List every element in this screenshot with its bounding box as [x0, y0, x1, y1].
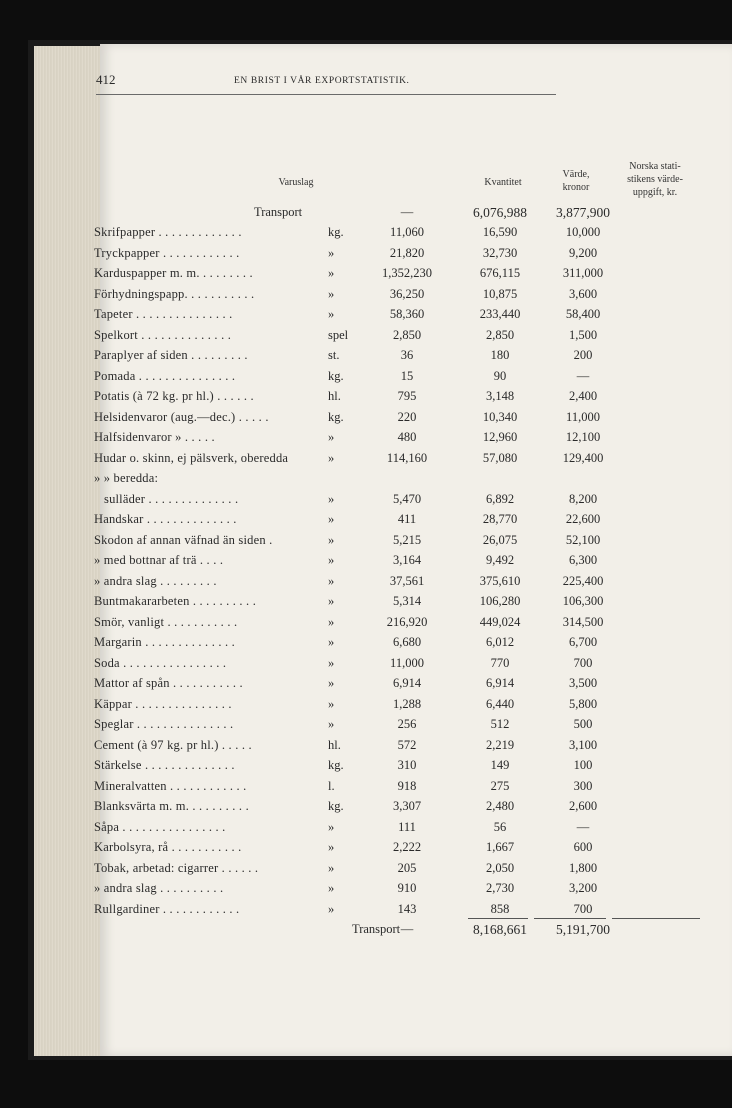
row-norway-value: 1,500 — [568, 327, 598, 342]
row-unit: » — [328, 819, 335, 834]
row-norway-value: 3,100 — [568, 737, 598, 752]
column-header-norway — [612, 160, 698, 199]
table-row — [94, 799, 614, 819]
table-row — [94, 512, 614, 532]
row-unit: » — [328, 573, 335, 588]
row-quantity: 480 — [397, 430, 417, 444]
row-quantity: 2,222 — [392, 840, 422, 854]
row-item: Potatis (à 72 kg. pr hl.) . . . . . . — [94, 389, 254, 403]
transport-norway-top: 3,877,900 — [556, 205, 610, 220]
row-unit: kg. — [328, 799, 344, 813]
row-item: Förhydningspapp. . . . . . . . . . . — [94, 286, 255, 301]
row-value: 26,075 — [482, 532, 518, 547]
row-value: 275 — [490, 778, 510, 793]
row-quantity: 21,820 — [389, 245, 425, 260]
row-norway-value: 200 — [573, 348, 593, 362]
transport-quantity-bottom: — — [400, 922, 414, 936]
row-quantity: 256 — [397, 717, 417, 731]
transport-value-bottom: 8,168,661 — [473, 922, 527, 937]
row-value: 28,770 — [482, 512, 518, 526]
row-item: Stärkelse . . . . . . . . . . . . . . — [94, 758, 235, 772]
row-unit: kg. — [328, 758, 344, 772]
row-unit: » — [328, 430, 335, 444]
row-unit: » — [328, 286, 335, 301]
table-row — [94, 287, 614, 307]
table-row — [94, 328, 614, 348]
row-item: Rullgardiner . . . . . . . . . . . . — [94, 901, 240, 916]
row-item: Helsidenvaror (aug.—dec.) . . . . . — [94, 409, 269, 424]
row-unit: » — [328, 614, 335, 629]
table-row — [94, 451, 614, 471]
table-row — [94, 492, 614, 512]
row-norway-value: 52,100 — [565, 532, 601, 547]
row-norway-value: 600 — [573, 840, 593, 854]
table-row — [94, 738, 614, 758]
table-row — [94, 717, 614, 737]
row-quantity: 572 — [397, 737, 417, 752]
table-row — [94, 410, 614, 430]
row-item: Spelkort . . . . . . . . . . . . . . — [94, 327, 232, 342]
row-value: 90 — [493, 368, 507, 383]
row-item: » andra slag . . . . . . . . . — [94, 573, 217, 588]
transport-quantity-top: — — [400, 205, 414, 219]
row-value: 6,892 — [485, 491, 515, 506]
column-header-quantity-label: Kvantitet — [484, 177, 522, 188]
row-norway-value: 8,200 — [568, 491, 598, 506]
row-quantity: 2,850 — [392, 327, 422, 342]
table-row — [94, 594, 614, 614]
table-row — [94, 266, 614, 286]
row-item: Tryckpapper . . . . . . . . . . . . — [94, 245, 240, 260]
row-quantity: 5,470 — [392, 491, 422, 506]
row-item: Såpa . . . . . . . . . . . . . . . . — [94, 819, 226, 834]
row-value: 858 — [490, 901, 510, 916]
row-unit: » — [328, 553, 335, 567]
row-quantity: 3,307 — [392, 799, 422, 813]
row-unit: » — [328, 860, 335, 875]
row-unit: » — [328, 881, 335, 895]
row-value: 10,340 — [482, 409, 518, 424]
row-value: 449,024 — [479, 614, 521, 629]
row-quantity: 5,215 — [392, 532, 422, 547]
row-value: 233,440 — [479, 307, 521, 321]
transport-label-bottom: Transport — [352, 922, 401, 936]
row-unit: » — [328, 532, 335, 547]
page-number: 412 — [96, 72, 116, 87]
row-item: » med bottnar af trä . . . . — [94, 553, 224, 567]
table-row — [94, 635, 614, 655]
table-row — [94, 861, 614, 881]
row-norway-value: 9,200 — [568, 245, 598, 260]
row-value: 16,590 — [482, 225, 518, 239]
row-unit: hl. — [328, 389, 341, 403]
page-header — [96, 70, 556, 95]
table-row — [94, 553, 614, 573]
table-row — [94, 348, 614, 368]
row-item: Speglar . . . . . . . . . . . . . . . — [94, 717, 234, 731]
row-norway-value: 2,600 — [568, 799, 598, 813]
row-quantity: 143 — [397, 901, 417, 916]
row-unit: » — [328, 512, 335, 526]
sum-rule-value — [534, 918, 606, 919]
row-unit: » — [328, 594, 335, 608]
row-quantity: 411 — [397, 512, 417, 526]
row-norway-value: 314,500 — [562, 614, 604, 629]
row-norway-value: 3,600 — [568, 286, 598, 301]
row-quantity: 58,360 — [389, 307, 425, 321]
table-row — [94, 471, 614, 491]
row-norway-value: 6,300 — [568, 553, 598, 567]
column-header-norway-line1: Norska stati- — [629, 161, 681, 172]
row-quantity: 15 — [400, 368, 414, 383]
row-item: Margarin . . . . . . . . . . . . . . — [94, 635, 235, 649]
row-norway-value: 10,000 — [565, 225, 601, 239]
row-value: 57,080 — [482, 450, 518, 465]
row-quantity: 6,914 — [392, 676, 422, 690]
row-item: Karbolsyra, rå . . . . . . . . . . . — [94, 840, 242, 854]
row-item: » andra slag . . . . . . . . . . — [94, 881, 224, 895]
table-row — [94, 779, 614, 799]
row-item: Karduspapper m. m. . . . . . . . . — [94, 266, 253, 280]
table-row — [94, 307, 614, 327]
row-unit: » — [328, 717, 335, 731]
row-quantity: 1,352,230 — [382, 266, 432, 280]
row-unit: » — [328, 491, 335, 506]
row-unit: » — [328, 245, 335, 260]
row-item: Pomada . . . . . . . . . . . . . . . — [94, 368, 236, 383]
row-quantity: 11,000 — [390, 655, 424, 670]
row-item: Smör, vanligt . . . . . . . . . . . — [94, 614, 238, 629]
table-row — [94, 656, 614, 676]
row-item: Tapeter . . . . . . . . . . . . . . . — [94, 307, 233, 321]
row-norway-value: 11,000 — [566, 409, 600, 424]
row-item: Halfsidenvaror » . . . . . — [94, 430, 215, 444]
running-title: EN BRIST I VÅR EXPORTSTATISTIK. — [234, 76, 410, 86]
row-unit: kg. — [328, 368, 344, 383]
row-item: Mattor af spån . . . . . . . . . . . — [94, 676, 243, 690]
row-item: Skodon af annan väfnad än siden . — [94, 532, 273, 547]
row-unit: » — [328, 840, 335, 854]
row-value: 180 — [490, 348, 510, 362]
transport-value-top: 6,076,988 — [473, 205, 527, 220]
row-value: 9,492 — [485, 553, 515, 567]
table-row — [94, 615, 614, 635]
row-value: 375,610 — [479, 573, 521, 588]
row-item: Käppar . . . . . . . . . . . . . . . — [94, 696, 232, 711]
row-item: Cement (à 97 kg. pr hl.) . . . . . — [94, 737, 252, 752]
table-row — [94, 389, 614, 409]
row-value: 2,050 — [485, 860, 515, 875]
row-value: 1,667 — [485, 840, 515, 854]
row-quantity: 216,920 — [386, 614, 428, 629]
row-item: Skrifpapper . . . . . . . . . . . . . — [94, 225, 242, 239]
row-quantity: 910 — [397, 881, 417, 895]
transport-label-top: Transport — [254, 205, 303, 219]
row-value: 10,875 — [482, 286, 518, 301]
row-unit: » — [328, 450, 335, 465]
row-value: 512 — [490, 717, 510, 731]
row-quantity: 37,561 — [389, 573, 425, 588]
table-row — [94, 369, 614, 389]
row-unit: kg. — [328, 225, 344, 239]
row-item: Tobak, arbetad: cigarrer . . . . . . — [94, 860, 259, 875]
table-row — [94, 820, 614, 840]
row-value: 6,440 — [485, 696, 515, 711]
row-item: Soda . . . . . . . . . . . . . . . . — [94, 655, 227, 670]
row-norway-value: 106,300 — [562, 594, 604, 608]
row-item: » » beredda: — [94, 471, 159, 485]
row-unit: hl. — [328, 737, 341, 752]
row-value: 12,960 — [482, 430, 518, 444]
row-item: Handskar . . . . . . . . . . . . . . — [94, 512, 237, 526]
row-quantity: 11,060 — [390, 225, 424, 239]
column-header-norway-line3: uppgift, kr. — [632, 187, 678, 198]
table-row — [94, 676, 614, 696]
column-header-norway-line2: stikens värde- — [627, 174, 683, 185]
row-norway-value: 2,400 — [568, 389, 598, 403]
row-value: 2,480 — [485, 799, 515, 813]
row-quantity: 111 — [398, 819, 416, 834]
row-item: sulläder . . . . . . . . . . . . . . — [104, 491, 239, 506]
row-quantity: 205 — [397, 860, 417, 875]
row-unit: » — [328, 676, 335, 690]
row-unit: st. — [328, 348, 340, 362]
row-quantity: 310 — [397, 758, 417, 772]
row-quantity: 1,288 — [392, 696, 422, 711]
row-value: 6,012 — [485, 635, 515, 649]
transport-norway-bottom: 5,191,700 — [556, 922, 610, 937]
row-norway-value: 500 — [573, 717, 593, 731]
column-header-value-line1: Värde, — [562, 169, 590, 180]
table-row — [94, 533, 614, 553]
row-value: 3,148 — [485, 389, 515, 403]
row-unit: » — [328, 696, 335, 711]
row-value: 2,850 — [485, 327, 515, 342]
row-unit: » — [328, 635, 335, 649]
row-norway-value: — — [576, 819, 590, 834]
row-item: Paraplyer af siden . . . . . . . . . — [94, 348, 248, 362]
row-unit: kg. — [328, 409, 344, 424]
row-norway-value: 3,500 — [568, 676, 598, 690]
column-header-item — [256, 176, 336, 189]
table-row — [94, 574, 614, 594]
row-norway-value: 100 — [573, 758, 593, 772]
row-value: 32,730 — [482, 245, 518, 260]
table-row — [94, 225, 614, 245]
row-value: 770 — [490, 655, 510, 670]
table-row — [94, 881, 614, 901]
row-norway-value: — — [576, 368, 590, 383]
row-norway-value: 3,200 — [568, 881, 598, 895]
row-quantity: 36,250 — [389, 286, 425, 301]
row-quantity: 220 — [397, 409, 417, 424]
row-unit: spel — [328, 327, 349, 342]
column-header-quantity — [458, 176, 548, 189]
table-row — [94, 758, 614, 778]
column-header-value — [548, 168, 604, 194]
transport-row-bottom — [94, 922, 614, 942]
row-unit: l. — [328, 778, 335, 793]
row-norway-value: 1,800 — [568, 860, 598, 875]
row-value: 56 — [493, 819, 507, 834]
row-norway-value: 700 — [573, 901, 593, 916]
row-norway-value: 12,100 — [565, 430, 601, 444]
row-unit: » — [328, 655, 335, 670]
column-header-value-line2: kronor — [562, 182, 590, 193]
row-norway-value: 700 — [573, 655, 593, 670]
row-unit: » — [328, 307, 335, 321]
row-quantity: 918 — [397, 778, 417, 793]
row-value: 2,730 — [485, 881, 515, 895]
row-quantity: 114,160 — [386, 450, 428, 465]
row-value: 676,115 — [479, 266, 521, 280]
row-value: 6,914 — [485, 676, 515, 690]
row-quantity: 6,680 — [392, 635, 422, 649]
row-norway-value: 6,700 — [568, 635, 598, 649]
table-row — [94, 697, 614, 717]
row-quantity: 795 — [397, 389, 417, 403]
sum-rule-qty — [468, 918, 528, 919]
row-unit: » — [328, 266, 335, 280]
sum-rule-norway — [612, 918, 700, 919]
row-item: Buntmakararbeten . . . . . . . . . . — [94, 594, 257, 608]
table-row — [94, 840, 614, 860]
row-norway-value: 225,400 — [562, 573, 604, 588]
column-header-item-label: Varuslag — [278, 177, 314, 188]
row-norway-value: 22,600 — [565, 512, 601, 526]
row-item: Blanksvärta m. m. . . . . . . . . . — [94, 799, 249, 813]
table-row — [94, 246, 614, 266]
row-value: 2,219 — [485, 737, 515, 752]
row-quantity: 3,164 — [392, 553, 422, 567]
row-item: Mineralvatten . . . . . . . . . . . . — [94, 778, 247, 793]
table-row — [94, 430, 614, 450]
row-norway-value: 5,800 — [568, 696, 598, 711]
row-quantity: 36 — [400, 348, 414, 362]
row-quantity: 5,314 — [392, 594, 422, 608]
row-value: 106,280 — [479, 594, 521, 608]
row-norway-value: 300 — [573, 778, 593, 793]
transport-row-top — [94, 205, 614, 225]
row-unit: » — [328, 901, 335, 916]
row-item: Hudar o. skinn, ej pälsverk, oberedda — [94, 450, 289, 465]
row-value: 149 — [490, 758, 510, 772]
row-norway-value: 129,400 — [562, 450, 604, 465]
row-norway-value: 58,400 — [565, 307, 601, 321]
row-norway-value: 311,000 — [562, 266, 604, 280]
